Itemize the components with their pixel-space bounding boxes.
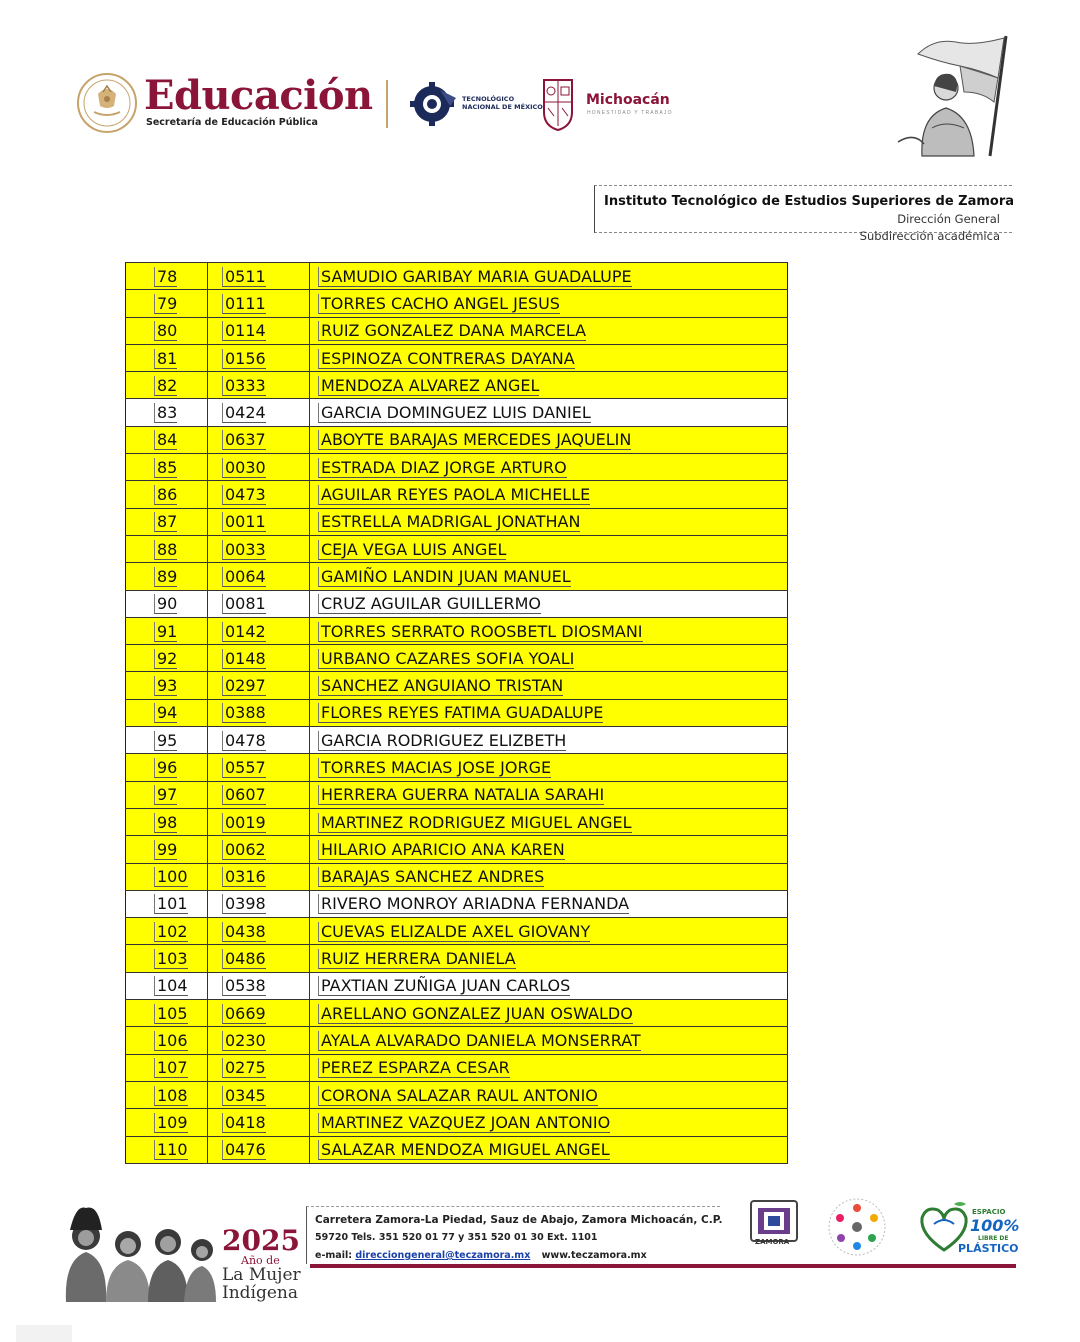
table-row	[126, 454, 788, 481]
row-number-cell	[126, 317, 208, 344]
table-row	[126, 890, 788, 917]
row-name-cell	[310, 672, 788, 699]
table-row	[126, 1109, 788, 1136]
row-code-cell	[208, 317, 310, 344]
row-number-cell	[126, 836, 208, 863]
row-code-cell	[208, 508, 310, 535]
row-code: 0111	[222, 294, 266, 314]
row-code: 0438	[222, 922, 266, 942]
table-row	[126, 481, 788, 508]
row-number-cell	[126, 699, 208, 726]
table-row	[126, 263, 788, 290]
page-corner-mark	[16, 1325, 72, 1342]
row-code-cell	[208, 344, 310, 371]
institute-name: Instituto Tecnológico de Estudios Superiores de Zamora	[604, 194, 1015, 209]
row-code-cell	[208, 1027, 310, 1054]
student-list-table	[125, 262, 788, 1164]
row-number-cell	[126, 754, 208, 781]
table-row	[126, 590, 788, 617]
row-number: 87	[154, 512, 177, 532]
row-code: 0142	[222, 622, 266, 642]
row-number-cell	[126, 1136, 208, 1163]
row-name-cell	[310, 808, 788, 835]
plastico-text: PLÁSTICO	[958, 1242, 1019, 1255]
row-code-cell	[208, 1136, 310, 1163]
table-row	[126, 918, 788, 945]
row-code: 0033	[222, 540, 266, 560]
row-code: 0478	[222, 731, 266, 751]
row-name-cell	[310, 1000, 788, 1027]
row-name-cell	[310, 454, 788, 481]
row-name: BARAJAS SANCHEZ ANDRES	[318, 867, 544, 887]
row-code: 0607	[222, 785, 266, 805]
row-code-cell	[208, 290, 310, 317]
row-name: CUEVAS ELIZALDE AXEL GIOVANY	[318, 922, 590, 942]
tecnm-text: TECNOLÓGICO NACIONAL DE MÉXICO	[462, 95, 543, 111]
table-row	[126, 727, 788, 754]
row-code: 0156	[222, 349, 266, 369]
footer-anio-de: Año de	[241, 1254, 280, 1267]
row-code: 0511	[222, 267, 266, 287]
row-code: 0473	[222, 485, 266, 505]
table-row	[126, 426, 788, 453]
row-code-cell	[208, 645, 310, 672]
table-row	[126, 781, 788, 808]
row-code: 0275	[222, 1058, 266, 1078]
row-number-cell	[126, 972, 208, 999]
row-name: SAMUDIO GARIBAY MARIA GUADALUPE	[318, 267, 632, 287]
row-number: 107	[154, 1058, 188, 1078]
row-name-cell	[310, 1054, 788, 1081]
row-number: 102	[154, 922, 188, 942]
row-number: 83	[154, 403, 177, 423]
table-row	[126, 290, 788, 317]
row-code-cell	[208, 563, 310, 590]
row-name: ESTRADA DIAZ JORGE ARTURO	[318, 458, 567, 478]
table-row	[126, 535, 788, 562]
inclusion-circle-logo-icon	[826, 1196, 888, 1258]
row-code-cell	[208, 754, 310, 781]
row-name-cell	[310, 1027, 788, 1054]
row-code: 0345	[222, 1086, 266, 1106]
footer-indigena: Indígena	[222, 1283, 299, 1303]
row-code: 0148	[222, 649, 266, 669]
row-code-cell	[208, 263, 310, 290]
row-name: ARELLANO GONZALEZ JUAN OSWALDO	[318, 1004, 633, 1024]
row-name-cell	[310, 890, 788, 917]
row-name-cell	[310, 426, 788, 453]
row-code: 0424	[222, 403, 266, 423]
row-number-cell	[126, 508, 208, 535]
row-name: TORRES MACIAS JOSE JORGE	[318, 758, 551, 778]
row-number: 88	[154, 540, 177, 560]
row-code-cell	[208, 372, 310, 399]
table-row	[126, 672, 788, 699]
row-number: 99	[154, 840, 177, 860]
row-name: ESTRELLA MADRIGAL JONATHAN	[318, 512, 580, 532]
row-code-cell	[208, 399, 310, 426]
row-number: 82	[154, 376, 177, 396]
row-number: 90	[154, 594, 177, 614]
row-code-cell	[208, 1054, 310, 1081]
row-code-cell	[208, 481, 310, 508]
row-code: 0538	[222, 976, 266, 996]
row-name-cell	[310, 617, 788, 644]
row-number: 86	[154, 485, 177, 505]
row-code: 0030	[222, 458, 266, 478]
row-code: 0637	[222, 430, 266, 450]
direction-label: Dirección General	[897, 212, 1000, 226]
row-name: AYALA ALVARADO DANIELA MONSERRAT	[318, 1031, 641, 1051]
row-name-cell	[310, 754, 788, 781]
row-number-cell	[126, 263, 208, 290]
table-row	[126, 1081, 788, 1108]
table-row	[126, 945, 788, 972]
row-number: 84	[154, 430, 177, 450]
row-name: MENDOZA ALVAREZ ANGEL	[318, 376, 539, 396]
row-code-cell	[208, 454, 310, 481]
row-code: 0486	[222, 949, 266, 969]
row-code: 0669	[222, 1004, 266, 1024]
row-number: 105	[154, 1004, 188, 1024]
row-name: GARCIA DOMINGUEZ LUIS DANIEL	[318, 403, 591, 423]
row-name-cell	[310, 481, 788, 508]
educacion-title: Educación	[144, 72, 373, 119]
row-code-cell	[208, 1109, 310, 1136]
header-divider	[386, 80, 388, 128]
table-row	[126, 508, 788, 535]
table-row	[126, 836, 788, 863]
row-code-cell	[208, 972, 310, 999]
email-link[interactable]: direcciongeneral@teczamora.mx	[355, 1250, 531, 1261]
row-number: 109	[154, 1113, 188, 1133]
michoacan-subtitle: HONESTIDAD Y TRABAJO	[587, 110, 673, 116]
row-name: CRUZ AGUILAR GUILLERMO	[318, 594, 541, 614]
row-code: 0418	[222, 1113, 266, 1133]
row-number: 92	[154, 649, 177, 669]
row-code-cell	[208, 863, 310, 890]
espacio-text: ESPACIO	[972, 1208, 1006, 1216]
row-name-cell	[310, 290, 788, 317]
row-name: TORRES SERRATO ROOSBETL DIOSMANI	[318, 622, 643, 642]
footer-contact	[315, 1250, 647, 1261]
row-name-cell	[310, 918, 788, 945]
row-name-cell	[310, 263, 788, 290]
row-number: 98	[154, 813, 177, 833]
row-name: FLORES REYES FATIMA GUADALUPE	[318, 703, 603, 723]
email-label: e-mail:	[315, 1250, 353, 1261]
row-number-cell	[126, 645, 208, 672]
row-name: HERRERA GUERRA NATALIA SARAHI	[318, 785, 604, 805]
zamora-logo-text: ZAMORA	[755, 1238, 790, 1246]
row-name: PEREZ ESPARZA CESAR	[318, 1058, 510, 1078]
row-number: 95	[154, 731, 177, 751]
row-code-cell	[208, 836, 310, 863]
row-number-cell	[126, 1027, 208, 1054]
row-number-cell	[126, 945, 208, 972]
row-number: 78	[154, 267, 177, 287]
indigenous-women-illustration-icon	[56, 1200, 216, 1302]
row-name-cell	[310, 863, 788, 890]
row-name: SALAZAR MENDOZA MIGUEL ANGEL	[318, 1140, 610, 1160]
row-code: 0064	[222, 567, 266, 587]
table-row	[126, 344, 788, 371]
subdirection-label: Subdirección académica	[859, 229, 1000, 243]
row-code-cell	[208, 945, 310, 972]
table-row	[126, 317, 788, 344]
row-number: 100	[154, 867, 188, 887]
row-name: GAMIÑO LANDIN JUAN MANUEL	[318, 567, 571, 587]
row-name: MARTINEZ VAZQUEZ JOAN ANTONIO	[318, 1113, 610, 1133]
educacion-subtitle: Secretaría de Educación Pública	[146, 117, 318, 128]
row-code: 0062	[222, 840, 266, 860]
row-name: TORRES CACHO ANGEL JESUS	[318, 294, 560, 314]
table-row	[126, 754, 788, 781]
row-number-cell	[126, 863, 208, 890]
row-number-cell	[126, 563, 208, 590]
row-name: SANCHEZ ANGUIANO TRISTAN	[318, 676, 563, 696]
footer-la-mujer: La Mujer	[222, 1265, 301, 1285]
row-name-cell	[310, 699, 788, 726]
row-number: 94	[154, 703, 177, 723]
footer-bar	[310, 1264, 1016, 1268]
row-code-cell	[208, 1081, 310, 1108]
row-number-cell	[126, 918, 208, 945]
row-code-cell	[208, 890, 310, 917]
row-name: RUIZ HERRERA DANIELA	[318, 949, 516, 969]
table-row	[126, 972, 788, 999]
libre-text: LIBRE DE	[978, 1235, 1009, 1242]
row-number-cell	[126, 1054, 208, 1081]
row-name-cell	[310, 645, 788, 672]
table-row	[126, 1000, 788, 1027]
row-number: 81	[154, 349, 177, 369]
row-name: RIVERO MONROY ARIADNA FERNANDA	[318, 894, 629, 914]
row-number: 103	[154, 949, 188, 969]
table-row	[126, 645, 788, 672]
row-code: 0316	[222, 867, 266, 887]
row-name: URBANO CAZARES SOFIA YOALI	[318, 649, 574, 669]
tecnm-logo-icon	[410, 80, 460, 128]
table-row	[126, 617, 788, 644]
row-number-cell	[126, 1109, 208, 1136]
row-name-cell	[310, 781, 788, 808]
row-number-cell	[126, 454, 208, 481]
row-name-cell	[310, 590, 788, 617]
row-number: 110	[154, 1140, 188, 1160]
row-code-cell	[208, 590, 310, 617]
row-code: 0114	[222, 321, 266, 341]
row-number-cell	[126, 344, 208, 371]
row-name: ESPINOZA CONTRERAS DAYANA	[318, 349, 575, 369]
row-name-cell	[310, 399, 788, 426]
row-number: 93	[154, 676, 177, 696]
table-row	[126, 1027, 788, 1054]
footer-address: Carretera Zamora-La Piedad, Sauz de Abajo, Zamora Michoacán, C.P.	[315, 1214, 723, 1226]
row-name-cell	[310, 836, 788, 863]
row-number-cell	[126, 672, 208, 699]
row-name: HILARIO APARICIO ANA KAREN	[318, 840, 565, 860]
row-name-cell	[310, 344, 788, 371]
row-number: 91	[154, 622, 177, 642]
row-number-cell	[126, 399, 208, 426]
row-number-cell	[126, 890, 208, 917]
row-name: CORONA SALAZAR RAUL ANTONIO	[318, 1086, 598, 1106]
row-code-cell	[208, 918, 310, 945]
table-row	[126, 563, 788, 590]
row-number-cell	[126, 1081, 208, 1108]
table-row	[126, 1054, 788, 1081]
row-number-cell	[126, 290, 208, 317]
row-name-cell	[310, 727, 788, 754]
row-code: 0388	[222, 703, 266, 723]
row-number: 80	[154, 321, 177, 341]
row-number: 108	[154, 1086, 188, 1106]
row-number: 89	[154, 567, 177, 587]
row-number: 106	[154, 1031, 188, 1051]
row-code-cell	[208, 1000, 310, 1027]
row-name: MARTINEZ RODRIGUEZ MIGUEL ANGEL	[318, 813, 632, 833]
row-number: 104	[154, 976, 188, 996]
michoacan-title: Michoacán	[586, 92, 670, 108]
row-name: ABOYTE BARAJAS MERCEDES JAQUELIN	[318, 430, 631, 450]
row-number-cell	[126, 727, 208, 754]
row-code-cell	[208, 426, 310, 453]
row-name: RUIZ GONZALEZ DANA MARCELA	[318, 321, 586, 341]
row-name: GARCIA RODRIGUEZ ELIZBETH	[318, 731, 566, 751]
table-row	[126, 863, 788, 890]
footer-phones: 59720 Tels. 351 520 01 77 y 351 520 01 30 Ext. 1101	[315, 1232, 598, 1243]
row-name-cell	[310, 508, 788, 535]
row-name: AGUILAR REYES PAOLA MICHELLE	[318, 485, 590, 505]
row-name-cell	[310, 317, 788, 344]
row-name-cell	[310, 535, 788, 562]
table-row	[126, 372, 788, 399]
row-name-cell	[310, 945, 788, 972]
michoacan-shield-icon	[540, 76, 576, 132]
row-code: 0011	[222, 512, 266, 532]
row-code: 0476	[222, 1140, 266, 1160]
row-name: CEJA VEGA LUIS ANGEL	[318, 540, 506, 560]
row-number-cell	[126, 481, 208, 508]
row-code: 0333	[222, 376, 266, 396]
table-row	[126, 399, 788, 426]
row-code: 0297	[222, 676, 266, 696]
row-code-cell	[208, 781, 310, 808]
row-name-cell	[310, 563, 788, 590]
row-code-cell	[208, 535, 310, 562]
row-number-cell	[126, 617, 208, 644]
row-number-cell	[126, 590, 208, 617]
row-code-cell	[208, 808, 310, 835]
flag-woman-illustration-icon	[894, 32, 1014, 158]
row-number: 101	[154, 894, 188, 914]
row-code-cell	[208, 699, 310, 726]
mexico-seal-icon	[76, 72, 138, 134]
row-number-cell	[126, 535, 208, 562]
row-code: 0019	[222, 813, 266, 833]
row-number: 97	[154, 785, 177, 805]
row-number-cell	[126, 372, 208, 399]
row-number-cell	[126, 1000, 208, 1027]
row-name: PAXTIAN ZUÑIGA JUAN CARLOS	[318, 976, 570, 996]
row-number-cell	[126, 781, 208, 808]
row-number: 85	[154, 458, 177, 478]
row-name-cell	[310, 1109, 788, 1136]
row-name-cell	[310, 1136, 788, 1163]
row-code-cell	[208, 727, 310, 754]
row-number: 79	[154, 294, 177, 314]
row-name-cell	[310, 1081, 788, 1108]
row-number-cell	[126, 426, 208, 453]
row-name-cell	[310, 972, 788, 999]
row-code: 0557	[222, 758, 266, 778]
row-code: 0081	[222, 594, 266, 614]
row-number-cell	[126, 808, 208, 835]
row-code: 0230	[222, 1031, 266, 1051]
table-row	[126, 1136, 788, 1163]
row-code-cell	[208, 672, 310, 699]
footer-year: 2025	[222, 1224, 300, 1257]
row-code-cell	[208, 617, 310, 644]
row-code: 0398	[222, 894, 266, 914]
row-name-cell	[310, 372, 788, 399]
table-row	[126, 808, 788, 835]
row-number: 96	[154, 758, 177, 778]
cien-text: 100%	[970, 1216, 1020, 1235]
table-row	[126, 699, 788, 726]
website-link[interactable]: www.teczamora.mx	[541, 1250, 647, 1261]
